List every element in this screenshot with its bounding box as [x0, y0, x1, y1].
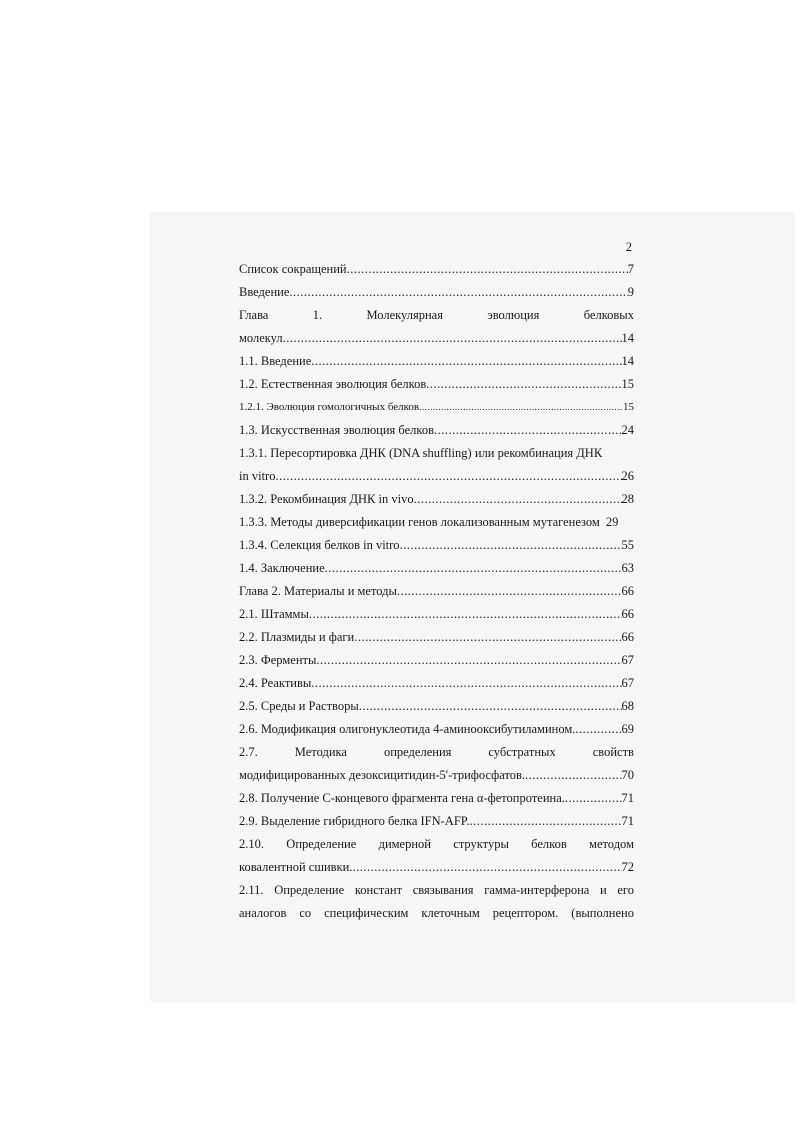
leader-dots: [311, 350, 621, 373]
toc-label: in vitro: [239, 469, 276, 483]
toc-entry-2-4: [239, 672, 634, 695]
toc-label: 2.2. Плазмиды и фаги: [239, 630, 355, 644]
toc-label: 2.4. Реактивы: [239, 676, 312, 690]
toc-label: 1.2. Естественная эволюция белков: [239, 377, 427, 391]
toc-entry-chapter-1-cont: [239, 327, 634, 350]
leader-dots: [275, 465, 621, 488]
toc-label: 1.2.1. Эволюция гомологичных белков: [239, 401, 420, 413]
toc-word: свойств: [592, 745, 634, 759]
toc-page: 14: [621, 354, 634, 368]
leader-dots: [565, 787, 622, 810]
toc-page: 68: [621, 699, 634, 713]
toc-label: 2.9. Выделение гибридного белка IFN-AFP.: [239, 814, 470, 828]
toc-entry-2-1: [239, 603, 634, 626]
toc-page: 24: [621, 423, 634, 437]
toc-word: структуры: [453, 837, 509, 851]
toc-label: 1.3.1. Пересортировка ДНК (DNA shuffling) или рекомбинация ДНК: [239, 446, 603, 460]
toc-entry-1-3: [239, 419, 634, 442]
toc-page: 26: [621, 469, 634, 483]
toc-word: определения: [383, 745, 452, 759]
leader-dots: [414, 488, 622, 511]
toc-word: 2.10.: [239, 837, 264, 851]
toc-word: 2.7.: [239, 745, 258, 759]
table-of-contents: [239, 258, 634, 925]
toc-page: 72: [621, 860, 634, 874]
toc-page: 63: [621, 561, 634, 575]
toc-word: Молекулярная: [366, 308, 443, 322]
toc-entry-abbreviations: [239, 258, 634, 281]
toc-entry-2-10-cont: [239, 856, 634, 879]
toc-label: 2.3. Ферменты: [239, 653, 317, 667]
toc-word: связывания: [412, 883, 474, 897]
toc-label: 1.3.3. Методы диверсификации генов локализованным мутагенезом: [239, 515, 600, 529]
toc-label: 1.1. Введение: [239, 354, 312, 368]
leader-dots: [434, 419, 621, 442]
toc-entry-1-2-1: [239, 396, 634, 419]
toc-entry-2-2: [239, 626, 634, 649]
toc-label: 2.5. Среды и Растворы: [239, 699, 359, 713]
toc-entry-2-10: [239, 833, 634, 856]
leader-dots: [316, 649, 621, 672]
toc-page: 71: [621, 814, 634, 828]
toc-page: 70: [621, 768, 634, 782]
toc-word: 2.11.: [239, 883, 264, 897]
toc-page: 66: [621, 607, 634, 621]
toc-entry-2-7: [239, 741, 634, 764]
toc-word: Определение: [274, 883, 345, 897]
toc-label: Список сокращений: [239, 262, 347, 276]
toc-entry-chapter-2: [239, 580, 634, 603]
toc-word: Глава: [239, 308, 269, 322]
toc-label: 2.8. Получение С-концевого фрагмента гена α-фетопротеина.: [239, 791, 565, 805]
toc-label: 1.3.2. Рекомбинация ДНК in vivo: [239, 492, 414, 506]
toc-page: 66: [621, 630, 634, 644]
leader-dots: [359, 695, 622, 718]
toc-page: 66: [621, 584, 634, 598]
leader-dots: [347, 258, 628, 281]
toc-label: молекул: [239, 331, 283, 345]
toc-word: димерной: [378, 837, 431, 851]
toc-label: 2.6. Модификация олигонуклеотида 4-аминооксибутиламином.: [239, 722, 576, 736]
toc-entry-1-3-1-cont: [239, 465, 634, 488]
toc-page: 14: [621, 331, 634, 345]
toc-label: Введение: [239, 285, 290, 299]
toc-word: субстратных: [488, 745, 556, 759]
leader-dots: [575, 718, 621, 741]
leader-dots: [325, 557, 622, 580]
toc-word: белков: [531, 837, 567, 851]
toc-word: эволюция: [487, 308, 540, 322]
toc-page: 15: [623, 401, 634, 413]
toc-entry-2-11-cont: [239, 902, 634, 925]
toc-label: 1.4. Заключение: [239, 561, 325, 575]
toc-word: аналогов: [239, 906, 287, 920]
toc-label: 2.1. Штаммы: [239, 607, 309, 621]
leader-dots: [419, 396, 623, 419]
toc-word: со: [299, 906, 312, 920]
toc-page: 9: [627, 285, 634, 299]
toc-word: констант: [354, 883, 403, 897]
toc-label: 1.3. Искусственная эволюция белков: [239, 423, 435, 437]
leader-dots: [289, 281, 627, 304]
toc-page: 7: [627, 262, 634, 276]
toc-entry-2-3: [239, 649, 634, 672]
leader-dots: [400, 534, 622, 557]
toc-page: 28: [621, 492, 634, 506]
leader-dots: [469, 810, 621, 833]
toc-word: рецептором.: [492, 906, 559, 920]
toc-page: 69: [621, 722, 634, 736]
toc-entry-1-3-3: [239, 511, 634, 534]
toc-entry-1-3-2: [239, 488, 634, 511]
leader-dots: [354, 626, 621, 649]
toc-entry-1-3-4: [239, 534, 634, 557]
toc-entry-2-7-cont: [239, 764, 634, 787]
toc-entry-1-3-1: [239, 442, 634, 465]
toc-label: Глава 2. Материалы и методы: [239, 584, 397, 598]
toc-page: 71: [621, 791, 634, 805]
toc-entry-chapter-1: [239, 304, 634, 327]
leader-dots: [352, 856, 621, 879]
toc-word: специфическим: [324, 906, 409, 920]
toc-word: белковых: [583, 308, 634, 322]
toc-word: Определение: [286, 837, 357, 851]
toc-word: клеточным: [421, 906, 480, 920]
toc-word: его: [617, 883, 634, 897]
toc-page: 67: [621, 653, 634, 667]
toc-label: 1.3.4. Селекция белков in vitro: [239, 538, 400, 552]
toc-word: 1.: [312, 308, 323, 322]
toc-page: 15: [621, 377, 634, 391]
toc-word: методом: [589, 837, 634, 851]
toc-entry-introduction: [239, 281, 634, 304]
page-number: 2: [625, 240, 632, 254]
toc-word: и: [600, 883, 607, 897]
toc-entry-1-2: [239, 373, 634, 396]
toc-page: 55: [621, 538, 634, 552]
toc-word: гамма-интерферона: [484, 883, 590, 897]
toc-page: 29: [605, 515, 619, 529]
leader-dots: [309, 603, 622, 626]
toc-word: (выполнено: [571, 906, 634, 920]
toc-entry-2-9: [239, 810, 634, 833]
toc-label: модифицированных дезоксицитидин-5'-трифосфатов.: [239, 768, 526, 782]
toc-word: Методика: [294, 745, 347, 759]
toc-entry-2-5: [239, 695, 634, 718]
leader-dots: [311, 672, 621, 695]
leader-dots: [397, 580, 622, 603]
toc-entry-2-6: [239, 718, 634, 741]
toc-entry-1-1: [239, 350, 634, 373]
toc-label: ковалентной сшивки.: [239, 860, 353, 874]
toc-entry-1-4: [239, 557, 634, 580]
leader-dots: [426, 373, 621, 396]
toc-page: 67: [621, 676, 634, 690]
toc-entry-2-11: [239, 879, 634, 902]
toc-entry-2-8: [239, 787, 634, 810]
leader-dots: [283, 327, 622, 350]
leader-dots: [525, 764, 621, 787]
